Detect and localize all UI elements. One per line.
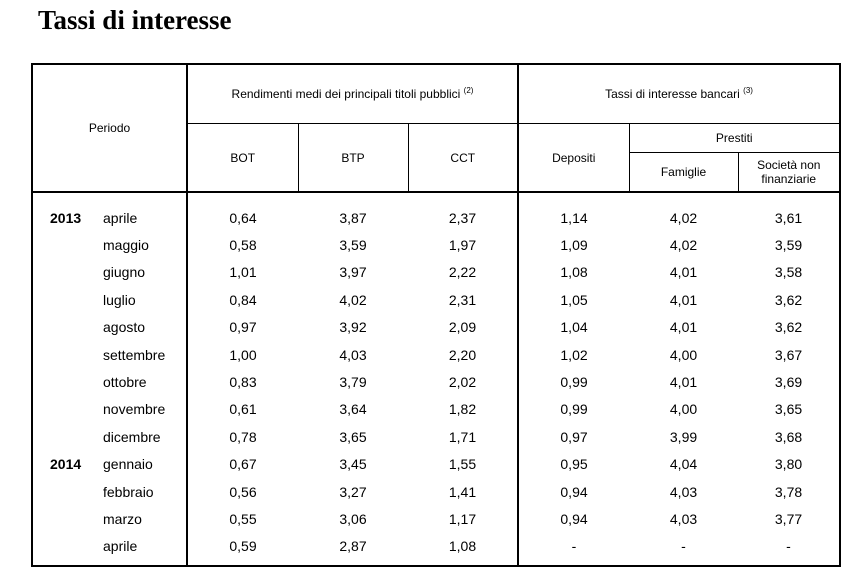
value-depositi: 0,97 <box>560 428 588 445</box>
value-cct: 2,20 <box>408 341 518 368</box>
month-label: ottobre <box>103 374 147 391</box>
table-row <box>32 286 840 313</box>
value-cct: 1,08 <box>408 533 518 566</box>
header-prestiti: Prestiti <box>629 124 840 153</box>
value-cct: 1,71 <box>408 423 518 450</box>
year-label: 2014 <box>50 456 82 473</box>
table-row <box>32 341 840 368</box>
value-societa: 3,68 <box>738 423 840 450</box>
header-periodo: Periodo <box>32 64 187 192</box>
value-btp: 4,03 <box>339 346 367 363</box>
periodo-cell <box>32 505 187 532</box>
periodo-cell <box>32 423 187 450</box>
value-bot: 0,84 <box>229 291 257 308</box>
value-bot: 0,56 <box>229 483 257 500</box>
value-depositi: 0,99 <box>560 374 588 391</box>
value-famiglie: 4,02 <box>669 209 698 226</box>
table-row <box>32 396 840 423</box>
value-famiglie: 4,01 <box>669 319 698 336</box>
value-btp: 2,87 <box>298 533 408 566</box>
value-btp: 3,65 <box>339 428 367 445</box>
header-tassi-bancari <box>518 64 840 124</box>
value-famiglie: 4,01 <box>669 264 698 281</box>
table-body <box>32 192 840 566</box>
month-label: settembre <box>103 346 166 363</box>
value-societa: 3,67 <box>738 341 840 368</box>
header-famiglie: Famiglie <box>629 153 738 193</box>
table-row <box>32 368 840 395</box>
periodo-cell <box>32 192 187 231</box>
periodo-cell <box>32 286 187 313</box>
table-row <box>32 259 840 286</box>
value-cct: 1,17 <box>408 505 518 532</box>
value-depositi: 1,08 <box>560 264 588 281</box>
value-societa: 3,78 <box>738 478 840 505</box>
table-row <box>32 192 840 231</box>
value-cct: 1,41 <box>408 478 518 505</box>
value-depositi: 1,02 <box>560 346 588 363</box>
value-societa: - <box>738 533 840 566</box>
header-societa-line1: Società non <box>757 158 821 172</box>
value-bot: 0,97 <box>229 319 257 336</box>
value-cct: 2,31 <box>408 286 518 313</box>
value-famiglie: 4,02 <box>669 237 698 254</box>
value-cct: 1,55 <box>408 451 518 478</box>
value-btp: 3,59 <box>339 237 367 254</box>
value-btp: 4,02 <box>339 291 367 308</box>
periodo-cell <box>32 314 187 341</box>
value-famiglie: 4,01 <box>669 291 698 308</box>
value-societa: 3,61 <box>738 192 840 231</box>
value-btp: 3,79 <box>339 374 367 391</box>
month-label: luglio <box>103 291 136 308</box>
value-cct: 2,37 <box>408 192 518 231</box>
month-label: agosto <box>103 319 146 336</box>
value-societa: 3,69 <box>738 368 840 395</box>
value-famiglie: 4,03 <box>669 510 698 527</box>
value-cct: 2,22 <box>408 259 518 286</box>
value-famiglie: 4,00 <box>669 346 698 363</box>
value-famiglie: 4,04 <box>669 456 698 473</box>
periodo-cell <box>32 451 187 478</box>
value-bot: 0,64 <box>229 209 257 226</box>
value-cct: 2,02 <box>408 368 518 395</box>
header-btp: BTP <box>298 124 408 193</box>
value-btp: 3,87 <box>339 209 367 226</box>
interest-rates-table <box>31 63 841 567</box>
value-depositi: 0,94 <box>560 483 588 500</box>
periodo-cell <box>32 396 187 423</box>
value-societa: 3,62 <box>738 314 840 341</box>
month-label: maggio <box>103 237 149 254</box>
header-tassi-bancari-label: Tassi di interesse bancari <box>605 87 740 101</box>
table-row <box>32 451 840 478</box>
footnote-3: (3) <box>743 86 753 95</box>
header-rendimenti <box>187 64 518 124</box>
header-depositi: Depositi <box>518 124 629 193</box>
month-label: novembre <box>103 401 166 418</box>
value-btp: 3,06 <box>339 510 367 527</box>
value-societa: 3,62 <box>738 286 840 313</box>
value-societa: 3,65 <box>738 396 840 423</box>
value-depositi: 1,05 <box>560 291 588 308</box>
value-bot: 0,59 <box>187 533 298 566</box>
month-label: aprile <box>103 538 138 555</box>
header-cct: CCT <box>408 124 518 193</box>
value-societa: 3,59 <box>738 231 840 258</box>
value-bot: 0,58 <box>229 237 257 254</box>
value-cct: 1,97 <box>408 231 518 258</box>
year-label: 2013 <box>50 209 82 226</box>
month-label: febbraio <box>103 483 154 500</box>
table-row <box>32 478 840 505</box>
month-label: dicembre <box>103 428 161 445</box>
table-row <box>32 314 840 341</box>
value-depositi: 0,99 <box>560 401 588 418</box>
value-societa: 3,58 <box>738 259 840 286</box>
header-societa-line2: finanziarie <box>761 172 817 186</box>
value-bot: 0,83 <box>229 374 257 391</box>
value-depositi: 1,09 <box>560 237 588 254</box>
value-btp: 3,97 <box>339 264 367 281</box>
table-row <box>32 231 840 258</box>
value-depositi: 0,94 <box>560 510 588 527</box>
value-famiglie: 4,03 <box>669 483 698 500</box>
header-bot: BOT <box>187 124 298 193</box>
value-societa: 3,77 <box>738 505 840 532</box>
month-label: aprile <box>103 209 138 226</box>
value-depositi: 1,14 <box>560 209 588 226</box>
month-label: marzo <box>103 510 142 527</box>
periodo-cell <box>32 478 187 505</box>
value-depositi: 1,04 <box>560 319 588 336</box>
footnote-2: (2) <box>463 86 474 95</box>
month-label: gennaio <box>103 456 153 473</box>
periodo-cell <box>32 259 187 286</box>
value-famiglie: 4,00 <box>669 401 698 418</box>
periodo-cell <box>32 231 187 258</box>
value-bot: 0,78 <box>229 428 257 445</box>
value-btp: 3,64 <box>339 401 367 418</box>
periodo-cell <box>32 341 187 368</box>
table-row <box>32 505 840 532</box>
value-btp: 3,92 <box>339 319 367 336</box>
value-cct: 1,82 <box>408 396 518 423</box>
value-societa: 3,80 <box>738 451 840 478</box>
table-row <box>32 423 840 450</box>
periodo-cell <box>32 533 187 566</box>
value-btp: 3,27 <box>339 483 367 500</box>
value-famiglie: - <box>629 533 738 566</box>
value-bot: 1,00 <box>229 346 257 363</box>
header-rendimenti-label: Rendimenti medi dei principali titoli pubblici <box>231 87 461 101</box>
value-bot: 0,55 <box>229 510 257 527</box>
value-bot: 1,01 <box>229 264 257 281</box>
value-depositi: 0,95 <box>560 456 588 473</box>
table-row <box>32 533 840 566</box>
value-bot: 0,61 <box>229 401 257 418</box>
value-famiglie: 3,99 <box>669 428 698 445</box>
periodo-cell <box>32 368 187 395</box>
header-societa <box>738 153 840 193</box>
page-title: Tassi di interesse <box>38 5 232 35</box>
value-depositi: - <box>518 533 629 566</box>
value-bot: 0,67 <box>229 456 257 473</box>
value-cct: 2,09 <box>408 314 518 341</box>
value-btp: 3,45 <box>339 456 367 473</box>
month-label: giugno <box>103 264 146 281</box>
value-famiglie: 4,01 <box>669 374 698 391</box>
